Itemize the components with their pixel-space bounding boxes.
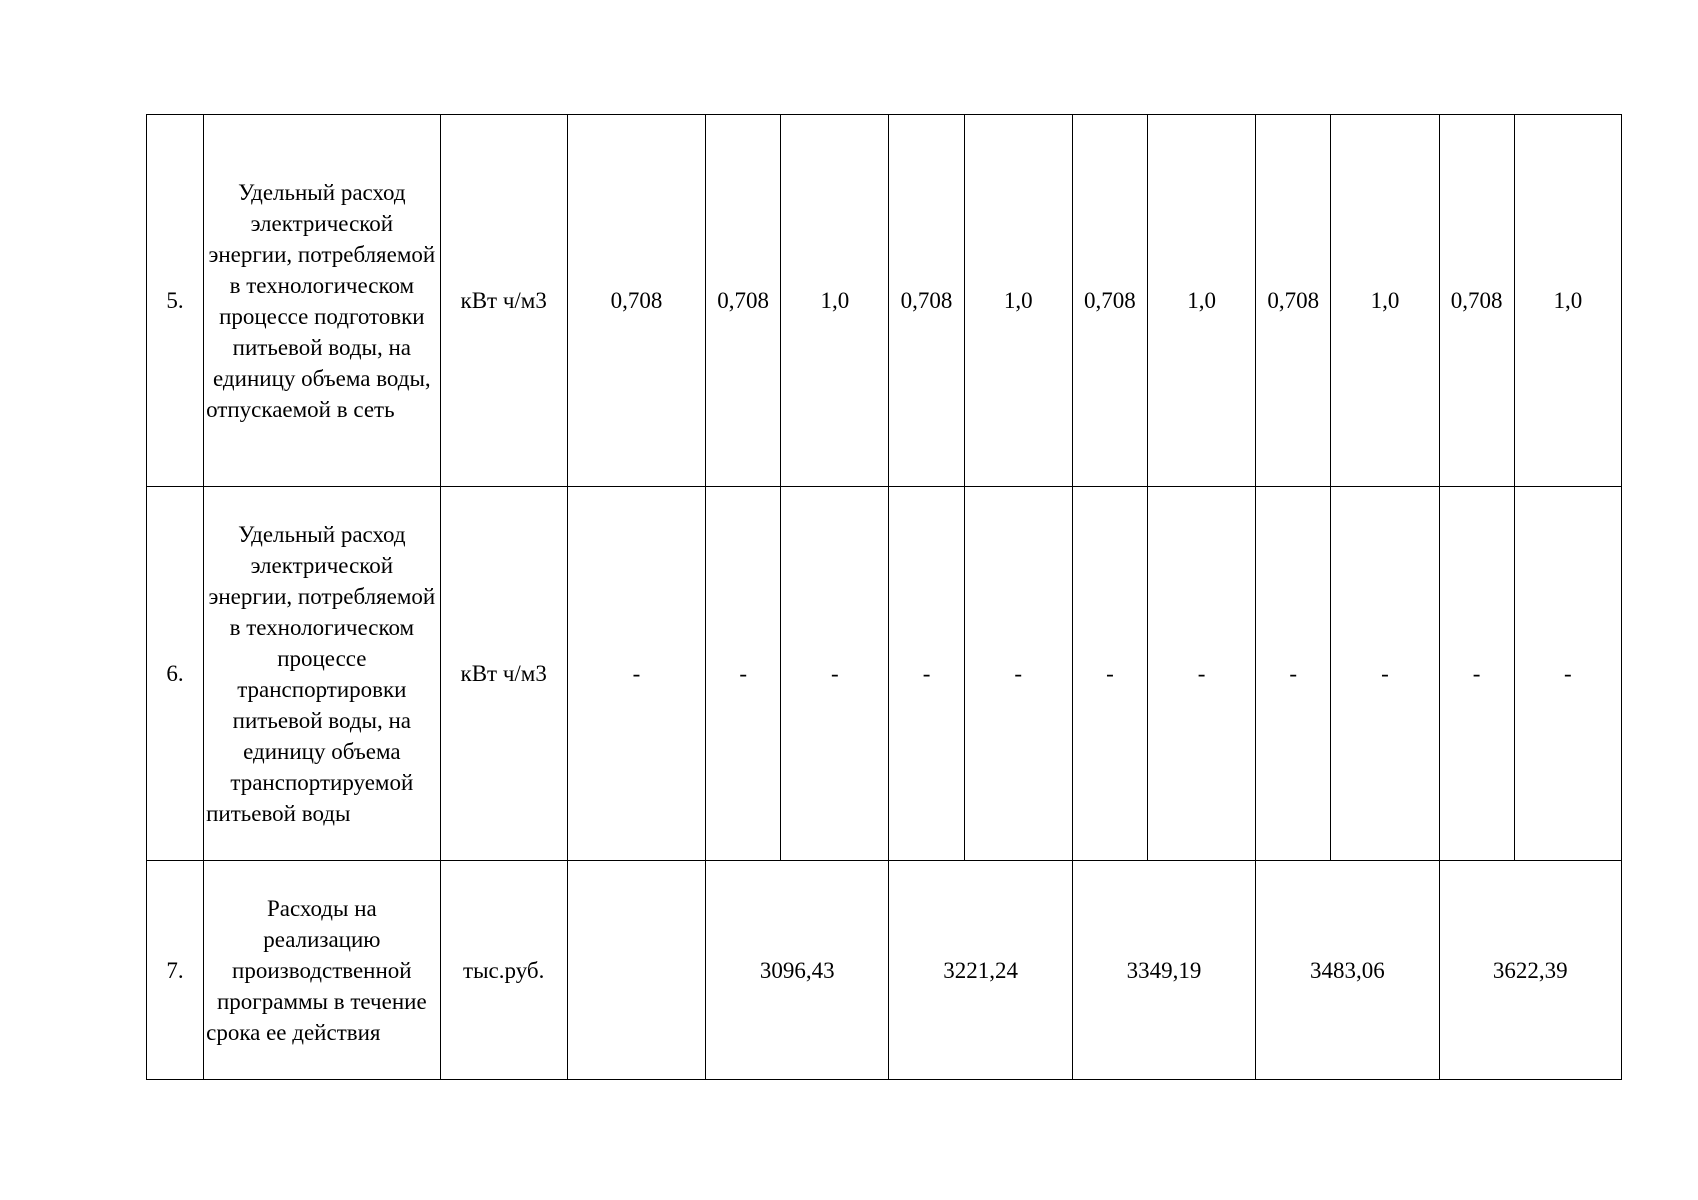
value-cell: -	[964, 487, 1072, 861]
table-row	[147, 115, 1622, 487]
base-value-cell: 0,708	[567, 115, 705, 487]
value-cell: 0,708	[706, 115, 781, 487]
merged-value-cell: 3349,19	[1072, 861, 1255, 1080]
indicator-description-cell: Расходы на реализацию производственной программы в течение срока ее действия	[204, 861, 440, 1080]
unit-cell: кВт ч/м3	[440, 487, 567, 861]
value-cell: 1,0	[964, 115, 1072, 487]
merged-value-cell: 3483,06	[1256, 861, 1439, 1080]
value-cell: -	[781, 487, 889, 861]
table-row	[147, 487, 1622, 861]
unit-cell: кВт ч/м3	[440, 115, 567, 487]
base-value-cell	[567, 861, 705, 1080]
value-cell: -	[1439, 487, 1514, 861]
indicator-table	[146, 114, 1622, 1080]
table-row	[147, 861, 1622, 1080]
row-number-cell: 5.	[147, 115, 204, 487]
merged-value-cell: 3221,24	[889, 861, 1072, 1080]
value-cell: 0,708	[889, 115, 964, 487]
merged-value-cell: 3622,39	[1439, 861, 1621, 1080]
merged-value-cell: 3096,43	[706, 861, 889, 1080]
value-cell: -	[1514, 487, 1621, 861]
value-cell: 0,708	[1256, 115, 1331, 487]
row-number-cell: 6.	[147, 487, 204, 861]
value-cell: -	[1256, 487, 1331, 861]
base-value-cell: -	[567, 487, 705, 861]
value-cell: -	[1147, 487, 1255, 861]
row-number-cell: 7.	[147, 861, 204, 1080]
value-cell: -	[1072, 487, 1147, 861]
value-cell: 0,708	[1072, 115, 1147, 487]
value-cell: 0,708	[1439, 115, 1514, 487]
value-cell: -	[889, 487, 964, 861]
value-cell: 1,0	[1147, 115, 1255, 487]
value-cell: -	[1331, 487, 1439, 861]
value-cell: 1,0	[781, 115, 889, 487]
value-cell: 1,0	[1514, 115, 1621, 487]
indicator-description-cell: Удельный расход электрической энергии, потребляемой в технологическом процессе подготовки питьевой воды, на единицу объема воды, отпускаемой в сеть	[204, 115, 440, 487]
value-cell: 1,0	[1331, 115, 1439, 487]
indicator-description-cell: Удельный расход электрической энергии, потребляемой в технологическом процессе транспортировки питьевой воды, на единицу объема транспортируемой питьевой воды	[204, 487, 440, 861]
value-cell: -	[706, 487, 781, 861]
unit-cell: тыс.руб.	[440, 861, 567, 1080]
